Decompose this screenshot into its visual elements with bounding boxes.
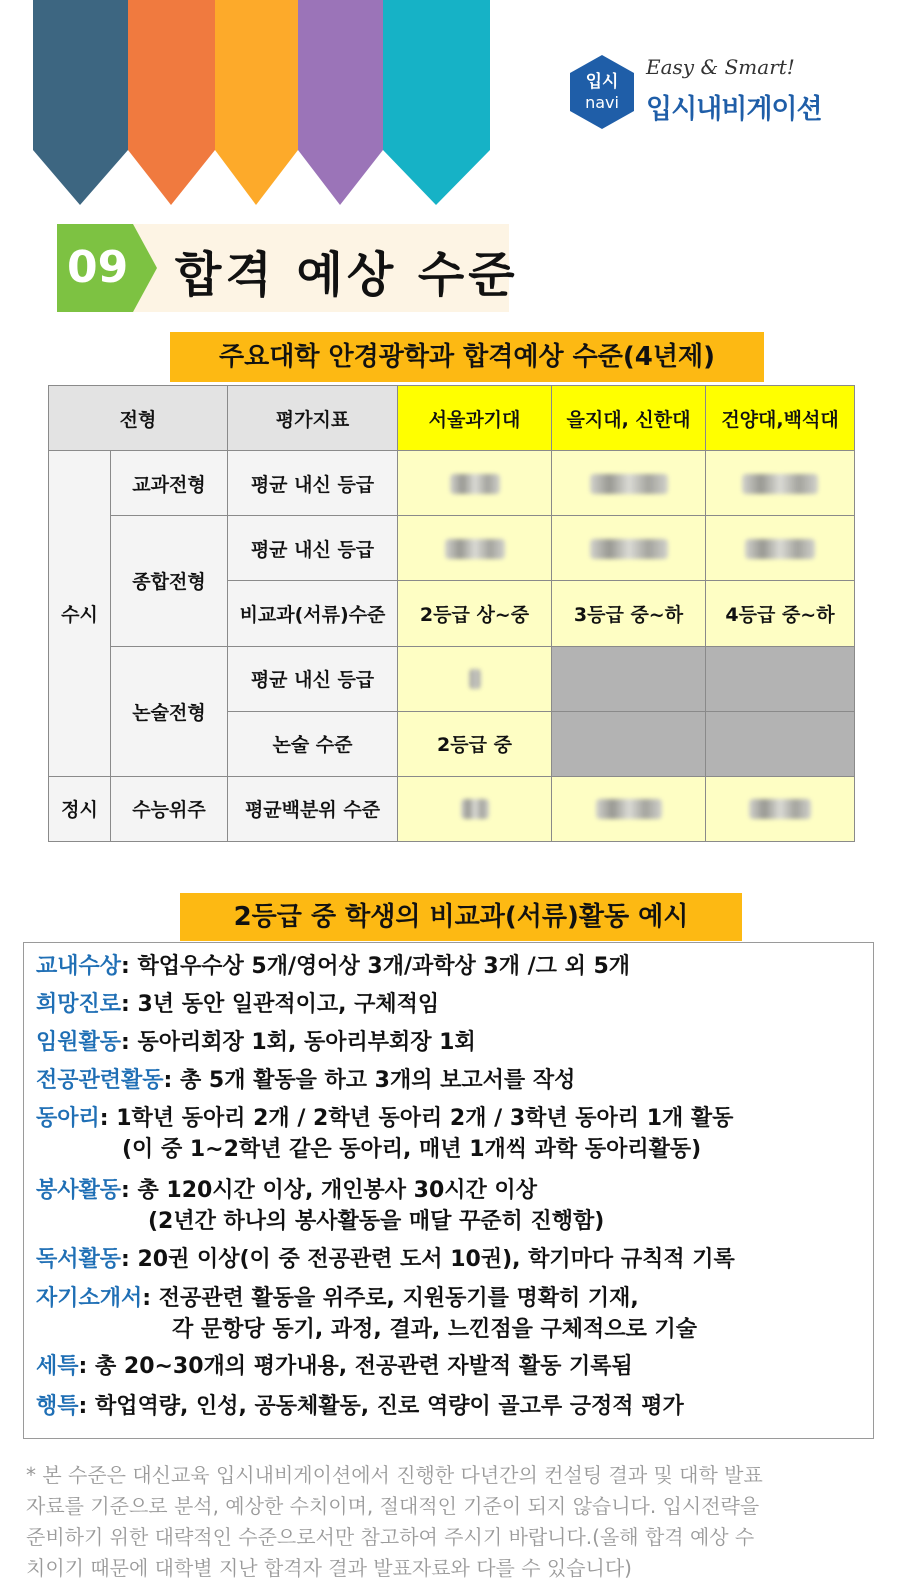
- metric-nonsul-level: 논술 수준: [228, 711, 398, 776]
- footnote-line: 치이기 때문에 대학별 지난 합격자 결과 발표자료와 다를 수 있습니다): [26, 1556, 632, 1580]
- brand-logo: [570, 55, 870, 145]
- ribbon-2: [128, 0, 215, 205]
- activity-item: [36, 1025, 476, 1056]
- activity-item: [36, 1389, 684, 1420]
- empty-cell: [706, 711, 855, 776]
- blurred-value: [552, 516, 706, 581]
- admission-level-table: [48, 385, 855, 842]
- ribbon-3: [215, 0, 298, 205]
- activity-item: [36, 1101, 733, 1163]
- section-number-badge: [57, 224, 157, 312]
- header-konyang-baekseok: 건양대,백석대: [706, 386, 855, 451]
- footnote-line: * 본 수준은 대신교육 입시내비게이션에서 진행한 다년간의 컨설팅 결과 및 대학 발표: [26, 1463, 763, 1487]
- blurred-value: [706, 516, 855, 581]
- activity-key: 전공관련활동: [36, 1068, 164, 1093]
- empty-cell: [552, 711, 706, 776]
- table-banner: 주요대학 안경광학과 합격예상 수준(4년제): [170, 332, 764, 382]
- header-type: 전형: [49, 386, 228, 451]
- activity-text: : 학업우수상 5개/영어상 3개/과학상 3개 /그 외 5개: [121, 954, 631, 979]
- blurred-value: [706, 776, 855, 841]
- activity-item: [36, 987, 439, 1018]
- header-eulji-shinhan: 을지대, 신한대: [552, 386, 706, 451]
- activity-text: : 전공관련 활동을 위주로, 지원동기를 명확히 기재,: [142, 1286, 639, 1311]
- activity-text: : 총 5개 활동을 하고 3개의 보고서를 작성: [163, 1068, 576, 1093]
- activity-text: : 학업역량, 인성, 공동체활동, 진로 역량이 골고루 긍정적 평가: [78, 1394, 684, 1419]
- blurred-value: [552, 776, 706, 841]
- metric-avg-grade: 평균 내신 등급: [228, 451, 398, 516]
- activity-text: : 20권 이상(이 중 전공관련 도서 10권), 학기마다 규칙적 기록: [121, 1247, 735, 1272]
- row-jonghap: 종합전형: [111, 516, 228, 646]
- value-nonsul-seoultech: 2등급 중: [398, 711, 552, 776]
- row-nonsul: 논술전형: [111, 646, 228, 776]
- footnote-line: 준비하기 위한 대략적인 수준으로서만 참고하여 주시기 바랍니다.(올해 합격 예상 수: [26, 1525, 755, 1549]
- activity-text: : 총 120시간 이상, 개인봉사 30시간 이상: [121, 1178, 537, 1203]
- empty-cell: [706, 646, 855, 711]
- blurred-value: [398, 776, 552, 841]
- activity-key: 세특: [36, 1354, 79, 1379]
- row-jeongsi: 정시: [49, 776, 111, 841]
- logo-hexagon-icon: [570, 55, 634, 129]
- metric-avg-grade: 평균 내신 등급: [228, 516, 398, 581]
- blurred-value: [706, 451, 855, 516]
- footnote: [26, 1460, 876, 1584]
- activity-text: : 총 20~30개의 평가내용, 전공관련 자발적 활동 기록됨: [78, 1354, 633, 1379]
- blurred-value: [398, 451, 552, 516]
- logo-name: 입시내비게이션: [646, 94, 822, 125]
- logo-tagline: Easy & Smart!: [646, 55, 795, 79]
- blurred-value: [398, 646, 552, 711]
- activity-continuation: (이 중 1~2학년 같은 동아리, 매년 1개씩 과학 동아리활동): [122, 1137, 702, 1162]
- metric-bigyogwa: 비교과(서류)수준: [228, 581, 398, 646]
- activity-key: 교내수상: [36, 954, 122, 979]
- header-seoultech: 서울과기대: [398, 386, 552, 451]
- logo-hex-text-1: 입시: [585, 72, 619, 92]
- activity-key: 동아리: [36, 1106, 100, 1131]
- activity-item: [36, 1349, 633, 1380]
- section-heading: [57, 224, 519, 312]
- value-bigyogwa-konyang: 4등급 중~하: [706, 581, 855, 646]
- activity-key: 봉사활동: [36, 1178, 122, 1203]
- activities-banner: 2등급 중 학생의 비교과(서류)활동 예시: [180, 893, 742, 941]
- activity-item: [36, 1173, 604, 1235]
- activity-text: : 동아리회장 1회, 동아리부회장 1회: [121, 1030, 476, 1055]
- value-bigyogwa-seoultech: 2등급 상~중: [398, 581, 552, 646]
- value-bigyogwa-eulji: 3등급 중~하: [552, 581, 706, 646]
- ribbon-5: [383, 0, 490, 205]
- activity-continuation: (2년간 하나의 봉사활동을 매달 꾸준히 진행함): [148, 1209, 605, 1234]
- activities-box: [23, 942, 874, 1439]
- metric-percentile: 평균백분위 수준: [228, 776, 398, 841]
- activity-continuation: 각 문항당 동기, 과정, 결과, 느낀점을 구체적으로 기술: [172, 1317, 697, 1342]
- section-title: 합격 예상 수준: [175, 247, 519, 303]
- activity-item: [36, 949, 630, 980]
- activity-text: : 1학년 동아리 2개 / 2학년 동아리 2개 / 3학년 동아리 1개 활동: [99, 1106, 734, 1131]
- footnote-line: 자료를 기준으로 분석, 예상한 수치이며, 절대적인 기준이 되지 않습니다. 입시전략을: [26, 1494, 760, 1518]
- row-suneung: 수능위주: [111, 776, 228, 841]
- blurred-value: [552, 451, 706, 516]
- activity-key: 희망진로: [36, 992, 122, 1017]
- section-number: 09: [67, 242, 129, 293]
- ribbon-1: [33, 0, 128, 205]
- activity-key: 행특: [36, 1394, 79, 1419]
- activity-key: 자기소개서: [36, 1286, 143, 1311]
- activity-item: [36, 1281, 697, 1343]
- blurred-value: [398, 516, 552, 581]
- metric-avg-grade: 평균 내신 등급: [228, 646, 398, 711]
- header-metric: 평가지표: [228, 386, 398, 451]
- activity-key: 독서활동: [36, 1247, 122, 1272]
- activity-text: : 3년 동안 일관적이고, 구체적임: [121, 992, 440, 1017]
- activity-key: 임원활동: [36, 1030, 122, 1055]
- row-gyogwa: 교과전형: [111, 451, 228, 516]
- row-susi: 수시: [49, 451, 111, 777]
- empty-cell: [552, 646, 706, 711]
- decorative-ribbons: [33, 0, 503, 210]
- logo-hex-text-2: navi: [585, 93, 619, 112]
- activity-item: [36, 1063, 575, 1094]
- activity-item: [36, 1242, 735, 1273]
- ribbon-4: [298, 0, 383, 205]
